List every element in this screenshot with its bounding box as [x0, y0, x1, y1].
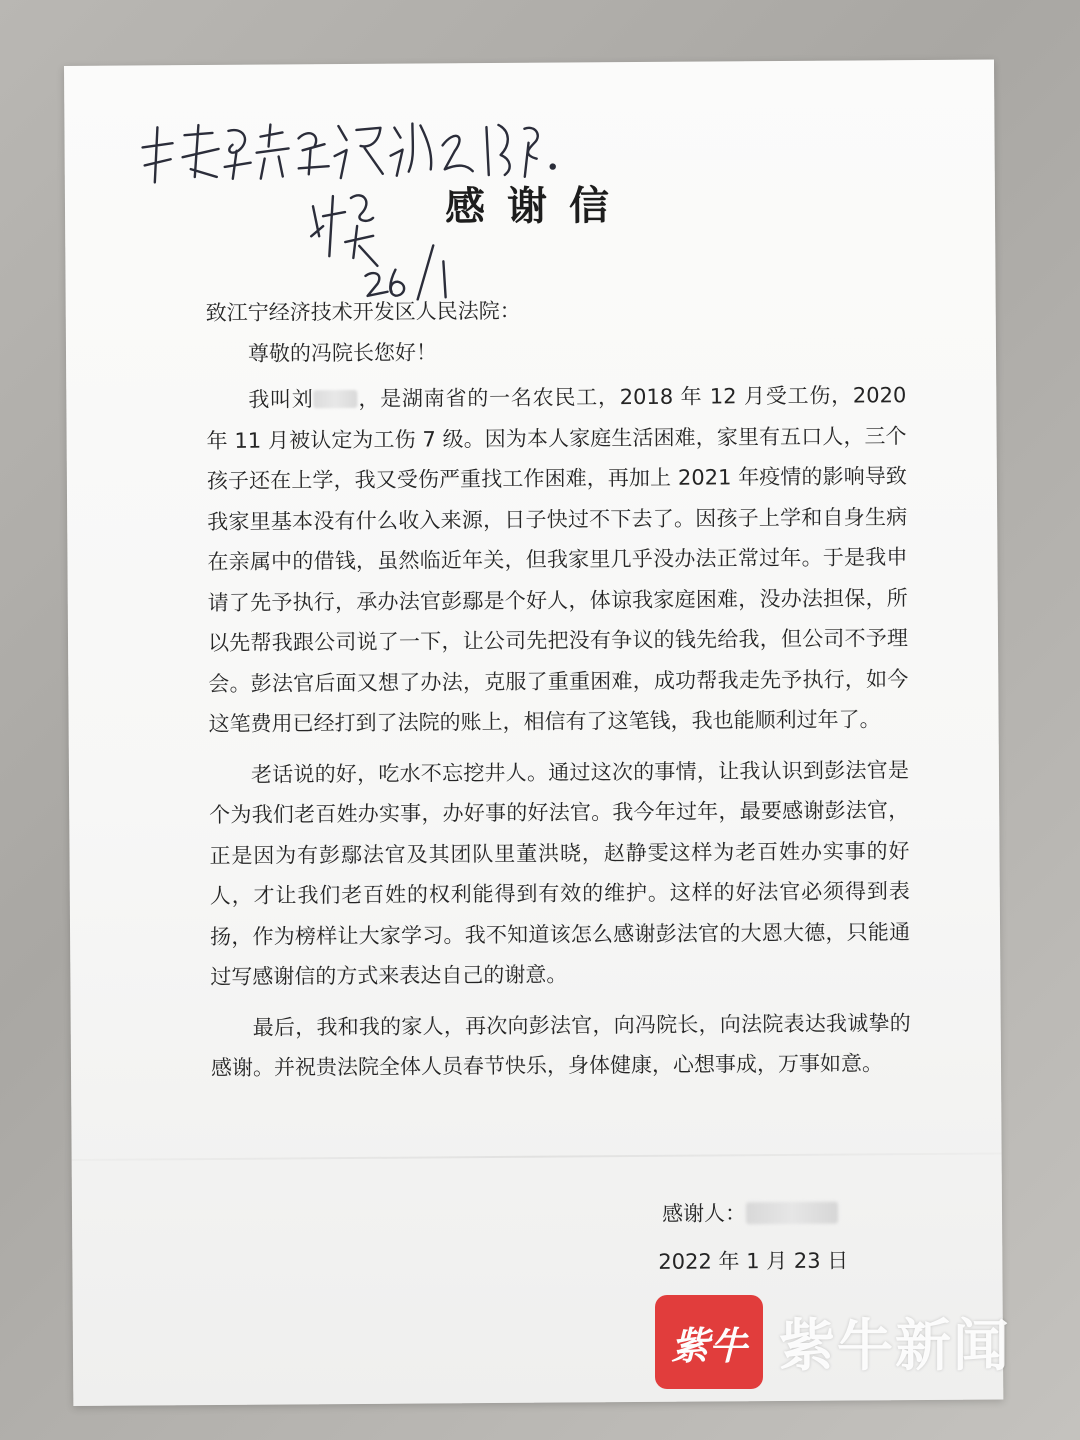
letter-body: [206, 288, 912, 1088]
redacted-signature-name: [746, 1202, 838, 1225]
paper-fold-line: [72, 1152, 1002, 1160]
letter-date: 2022 年 1 月 23 日: [658, 1248, 849, 1274]
letter-paper: [64, 60, 1003, 1406]
watermark-logo: [655, 1295, 1011, 1389]
greeting-line: 尊敬的冯院长您好！: [247, 339, 438, 366]
brand-name: 紫牛新闻: [779, 1313, 1011, 1379]
paragraph-1-start: 我叫刘: [248, 387, 314, 412]
brand-logo-icon: 紫牛: [655, 1295, 763, 1389]
handwritten-note-text: 平安好亲近河分以说。: [132, 87, 143, 89]
signature-label: 感谢人：: [661, 1201, 747, 1226]
paragraph-1: [206, 375, 909, 744]
paragraph-2: 老话说的好，吃水不忘挖井人。通过这次的事情，让我认识到彭法官是个为我们老百姓办实事，办好事的好法官。我今年过年，最要感谢彭法官，正是因为有彭鄢法官及其团队里董洪晓，赵静雯这样为老百姓办实事的好人，才让我们老百姓的权利能得到有效的维护。这样的好法官必须得到表扬，作为榜样让大家学习。我不知道该怎么感谢彭法官的大恩大德，只能通过写感谢信的方式来表达自己的谢意。: [209, 757, 911, 990]
paragraph-1-rest: ，是湖南省的一名农民工，2018 年 12 月受工伤，2020 年 11 月被认定为工伤 7 级。因为本人家庭生活困难，家里有五口人，三个孩子还在上学，我又受伤严重找工作困难，再加上 2021 年疫情的影响导致我家里基本没有什么收入来源，日子快过不下去了。因孩子上学和自身生病在亲属中的借钱，虽然临近年关，但我家里几乎没办法正常过年。于是我申请了先予执行，承办法官彭鄢是个好人，体谅我家庭困难，没办法担保，所以先帮我跟公司说了一下，让公司先把没有争议的钱先给我，但公司不予理会。彭法官后面又想了办法，克服了重重困难，成功帮我走先予执行，如今这笔费用已经打到了法院的账上，相信有了这笔钱，我也能顺利过年了。: [206, 383, 909, 737]
letter-title: 感谢信: [444, 183, 632, 231]
recipient-line: 致江宁经济技术开发区人民法院：: [205, 298, 521, 326]
paragraph-3: 最后，我和我的家人，再次向彭法官，向冯院长，向法院表达我诚挚的感谢。并祝贵法院全体人员春节快乐，身体健康，心想事成，万事如意。: [210, 1010, 911, 1080]
signature-line: [662, 1197, 838, 1228]
redacted-name: [314, 390, 358, 408]
